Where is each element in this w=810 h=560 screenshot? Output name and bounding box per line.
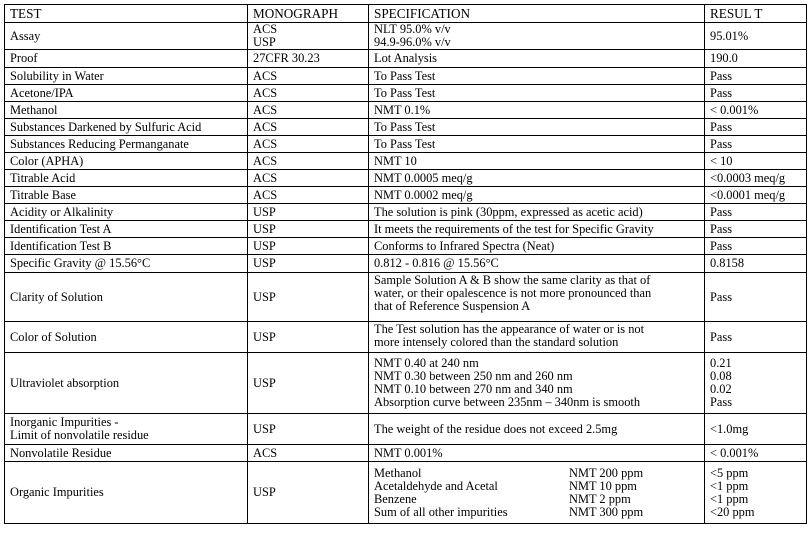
cell-line: Pass xyxy=(710,221,733,236)
monograph-cell xyxy=(248,221,369,238)
cell-line: more intensely colored than the standard solution xyxy=(374,335,619,349)
specification-cell xyxy=(369,414,705,445)
test-cell xyxy=(5,353,248,414)
impurity-name: Acetaldehyde and Acetal xyxy=(374,478,498,493)
test-cell xyxy=(5,170,248,187)
header-test: TEST xyxy=(5,5,248,23)
result-cell xyxy=(705,153,807,170)
cell-line: 190.0 xyxy=(710,51,738,65)
cell-line: ACS xyxy=(253,68,278,83)
cell-line: ACS xyxy=(253,119,278,134)
test-cell xyxy=(5,414,248,445)
cell-line: The Test solution has the appearance of water or is not xyxy=(374,322,645,336)
test-cell xyxy=(5,23,248,50)
test-cell xyxy=(5,445,248,462)
cell-line: USP xyxy=(253,256,276,270)
monograph-cell xyxy=(248,136,369,153)
cell-line: < 0.001% xyxy=(710,102,759,117)
specification-cell xyxy=(369,136,705,153)
cell-line: < 10 xyxy=(710,153,733,168)
cell-line: To Pass Test xyxy=(374,136,436,151)
cell-line: The weight of the residue does not exceed 2.5mg xyxy=(374,421,618,436)
table-row xyxy=(5,23,807,50)
test-cell xyxy=(5,50,248,68)
table-row xyxy=(5,136,807,153)
cell-line: The solution is pink (30ppm, expressed as acetic acid) xyxy=(374,204,643,219)
test-cell xyxy=(5,238,248,255)
cell-line: Pass xyxy=(710,329,733,344)
cell-line: 95.01% xyxy=(710,28,749,43)
cell-line: Color (APHA) xyxy=(10,153,84,168)
cell-line: It meets the requirements of the test for Specific Gravity xyxy=(374,221,654,236)
cell-line: USP xyxy=(253,238,276,253)
specification-cell xyxy=(369,102,705,119)
impurity-line xyxy=(374,480,699,493)
cell-line: Pass xyxy=(710,289,733,304)
specification-cell xyxy=(369,221,705,238)
test-cell xyxy=(5,221,248,238)
result-cell xyxy=(705,238,807,255)
cell-line: < 0.001% xyxy=(710,445,759,460)
monograph-cell xyxy=(248,445,369,462)
table-row-organic-impurities xyxy=(5,462,807,524)
table-row xyxy=(5,445,807,462)
cell-line: NMT 10 xyxy=(374,153,417,168)
cell-line: NMT 0.0002 meq/g xyxy=(374,187,473,202)
impurity-line xyxy=(374,493,699,506)
cell-line: <1.0mg xyxy=(710,421,749,436)
cell-line: water, or their opalescence is not more pronounced than xyxy=(374,286,652,300)
table-row xyxy=(5,353,807,414)
impurity-limit: NMT 200 ppm xyxy=(569,465,644,480)
test-cell xyxy=(5,102,248,119)
cell-line: ACS xyxy=(253,85,278,100)
header-specification: SPECIFICATION xyxy=(369,5,705,23)
impurity-result: <1 ppm xyxy=(710,491,749,506)
impurity-limit: NMT 2 ppm xyxy=(569,491,631,506)
test-cell xyxy=(5,204,248,221)
impurity-result: <5 ppm xyxy=(710,465,749,480)
cell-line: To Pass Test xyxy=(374,68,436,83)
impurity-name: Methanol xyxy=(374,465,422,480)
impurity-name: Benzene xyxy=(374,491,417,506)
monograph-cell xyxy=(248,50,369,68)
cell-line: USP xyxy=(253,221,276,236)
cell-line: Acetone/IPA xyxy=(10,85,74,100)
result-cell xyxy=(705,414,807,445)
cell-line: Nonvolatile Residue xyxy=(10,445,112,460)
result-cell xyxy=(705,322,807,353)
cell-line: ACS xyxy=(253,445,278,460)
cell-line: <0.0003 meq/g xyxy=(710,170,786,185)
cell-line: Color of Solution xyxy=(10,329,97,344)
specification-cell xyxy=(369,353,705,414)
cell-line: USP xyxy=(253,35,276,49)
test-cell xyxy=(5,153,248,170)
table-row xyxy=(5,414,807,445)
cell-line: USP xyxy=(253,329,276,344)
result-cell xyxy=(705,136,807,153)
cell-line: To Pass Test xyxy=(374,119,436,134)
test-cell xyxy=(5,322,248,353)
result-cell xyxy=(705,102,807,119)
cell-line: 94.9-96.0% v/v xyxy=(374,35,451,49)
header-result: RESUL T xyxy=(705,5,807,23)
test-cell xyxy=(5,136,248,153)
test-cell: Organic Impurities xyxy=(5,462,248,524)
cell-line: Substances Reducing Permanganate xyxy=(10,136,189,151)
cell-line: Identification Test B xyxy=(10,238,112,253)
specification-cell xyxy=(369,23,705,50)
specification-cell xyxy=(369,187,705,204)
cell-line: 0.08 xyxy=(710,369,732,383)
monograph-cell xyxy=(248,353,369,414)
cell-line: Titrable Acid xyxy=(10,170,76,185)
result-cell xyxy=(705,68,807,85)
table-row xyxy=(5,85,807,102)
monograph-cell xyxy=(248,170,369,187)
monograph-cell xyxy=(248,153,369,170)
table-row xyxy=(5,255,807,273)
result-cell xyxy=(705,23,807,50)
test-cell xyxy=(5,273,248,322)
cell-line: Acidity or Alkalinity xyxy=(10,204,114,219)
monograph-cell xyxy=(248,322,369,353)
cell-line: USP xyxy=(253,289,276,304)
table-row xyxy=(5,170,807,187)
cell-line: NMT 0.1% xyxy=(374,102,431,117)
monograph-cell: USP xyxy=(248,462,369,524)
monograph-cell xyxy=(248,102,369,119)
specification-cell xyxy=(369,119,705,136)
cell-line: Pass xyxy=(710,136,733,151)
cell-line: USP xyxy=(253,204,276,219)
cell-line: NMT 0.001% xyxy=(374,445,443,460)
cell-line: Limit of nonvolatile residue xyxy=(10,428,149,442)
cell-line: Solubility in Water xyxy=(10,68,104,83)
cell-line: 0.812 - 0.816 @ 15.56°C xyxy=(374,256,499,270)
table-row xyxy=(5,50,807,68)
cell-line: 0.21 xyxy=(710,356,732,370)
cell-line: Methanol xyxy=(10,102,58,117)
cell-line: Proof xyxy=(10,51,38,65)
cell-line: ACS xyxy=(253,22,278,36)
header-monograph: MONOGRAPH xyxy=(248,5,369,23)
cell-line: USP xyxy=(253,375,276,390)
test-cell xyxy=(5,255,248,273)
cell-line: Pass xyxy=(710,85,733,100)
specification-cell xyxy=(369,170,705,187)
monograph-cell xyxy=(248,187,369,204)
result-cell xyxy=(705,353,807,414)
impurity-result: <20 ppm xyxy=(710,504,755,519)
result-cell xyxy=(705,445,807,462)
result-cell xyxy=(705,50,807,68)
cell-line: ACS xyxy=(253,187,278,202)
specification-cell xyxy=(369,462,705,524)
monograph-cell xyxy=(248,238,369,255)
header-row xyxy=(5,5,807,23)
impurity-limit: NMT 10 ppm xyxy=(569,478,637,493)
cell-line: 0.02 xyxy=(710,382,732,396)
impurity-name: Sum of all other impurities xyxy=(374,504,508,519)
result-cell xyxy=(705,221,807,238)
cell-line: Assay xyxy=(10,28,41,43)
cell-line: Pass xyxy=(710,119,733,134)
result-cell xyxy=(705,255,807,273)
cell-line: Conforms to Infrared Spectra (Neat) xyxy=(374,238,555,253)
table-row xyxy=(5,238,807,255)
cell-line: 0.8158 xyxy=(710,256,745,270)
test-cell xyxy=(5,68,248,85)
cell-line: NMT 0.10 between 270 nm and 340 nm xyxy=(374,382,573,396)
cell-line: Specific Gravity @ 15.56°C xyxy=(10,256,151,270)
cell-line: ACS xyxy=(253,102,278,117)
impurity-line xyxy=(374,506,699,519)
cell-line: that of Reference Suspension A xyxy=(374,299,531,313)
specification-cell xyxy=(369,85,705,102)
result-cell xyxy=(705,85,807,102)
cell-line: Titrable Base xyxy=(10,187,76,202)
table-row xyxy=(5,322,807,353)
result-cell xyxy=(705,204,807,221)
specification-cell xyxy=(369,204,705,221)
result-cell xyxy=(705,170,807,187)
specification-cell xyxy=(369,153,705,170)
specification-cell xyxy=(369,255,705,273)
test-cell xyxy=(5,119,248,136)
specification-cell xyxy=(369,322,705,353)
cell-line: Absorption curve between 235nm – 340nm is smooth xyxy=(374,395,641,409)
impurity-line xyxy=(374,467,699,480)
cell-line: To Pass Test xyxy=(374,85,436,100)
specification-cell xyxy=(369,68,705,85)
impurity-limit: NMT 300 ppm xyxy=(569,504,644,519)
table-body xyxy=(5,23,807,524)
cell-line: Pass xyxy=(710,238,733,253)
monograph-cell xyxy=(248,23,369,50)
specification-cell xyxy=(369,273,705,322)
cell-line: ACS xyxy=(253,170,278,185)
monograph-cell xyxy=(248,255,369,273)
cell-line: ACS xyxy=(253,136,278,151)
table-row xyxy=(5,119,807,136)
cell-line: Pass xyxy=(710,395,733,409)
cell-line: Clarity of Solution xyxy=(10,289,103,304)
table-row xyxy=(5,221,807,238)
table-row xyxy=(5,102,807,119)
cell-line: NMT 0.0005 meq/g xyxy=(374,170,473,185)
cell-line: Pass xyxy=(710,68,733,83)
specification-cell xyxy=(369,50,705,68)
table-row xyxy=(5,204,807,221)
cell-line: 27CFR 30.23 xyxy=(253,51,320,65)
monograph-cell xyxy=(248,414,369,445)
cell-line: <0.0001 meq/g xyxy=(710,187,786,202)
monograph-cell xyxy=(248,204,369,221)
monograph-cell xyxy=(248,68,369,85)
cell-line: Lot Analysis xyxy=(374,51,437,65)
cell-line: Substances Darkened by Sulfuric Acid xyxy=(10,119,202,134)
table-row xyxy=(5,273,807,322)
cell-line: NMT 0.40 at 240 nm xyxy=(374,356,479,370)
table-row xyxy=(5,68,807,85)
cell-line: Inorganic Impurities - xyxy=(10,415,119,429)
cell-line: Identification Test A xyxy=(10,221,112,236)
cell-line: Ultraviolet absorption xyxy=(10,375,120,390)
test-cell xyxy=(5,85,248,102)
cell-line: USP xyxy=(253,421,276,436)
result-cell xyxy=(705,273,807,322)
cell-line: ACS xyxy=(253,153,278,168)
specification-table xyxy=(4,4,807,524)
specification-cell xyxy=(369,445,705,462)
table-row xyxy=(5,187,807,204)
monograph-cell xyxy=(248,85,369,102)
test-cell xyxy=(5,187,248,204)
monograph-cell xyxy=(248,119,369,136)
cell-line: Pass xyxy=(710,204,733,219)
cell-line: Sample Solution A & B show the same clarity as that of xyxy=(374,273,651,287)
impurity-result: <1 ppm xyxy=(710,478,749,493)
monograph-cell xyxy=(248,273,369,322)
result-cell xyxy=(705,119,807,136)
table-row xyxy=(5,153,807,170)
specification-sheet xyxy=(4,4,806,556)
cell-line: NLT 95.0% v/v xyxy=(374,22,451,36)
result-cell xyxy=(705,462,807,524)
result-cell xyxy=(705,187,807,204)
cell-line: NMT 0.30 between 250 nm and 260 nm xyxy=(374,369,573,383)
specification-cell xyxy=(369,238,705,255)
